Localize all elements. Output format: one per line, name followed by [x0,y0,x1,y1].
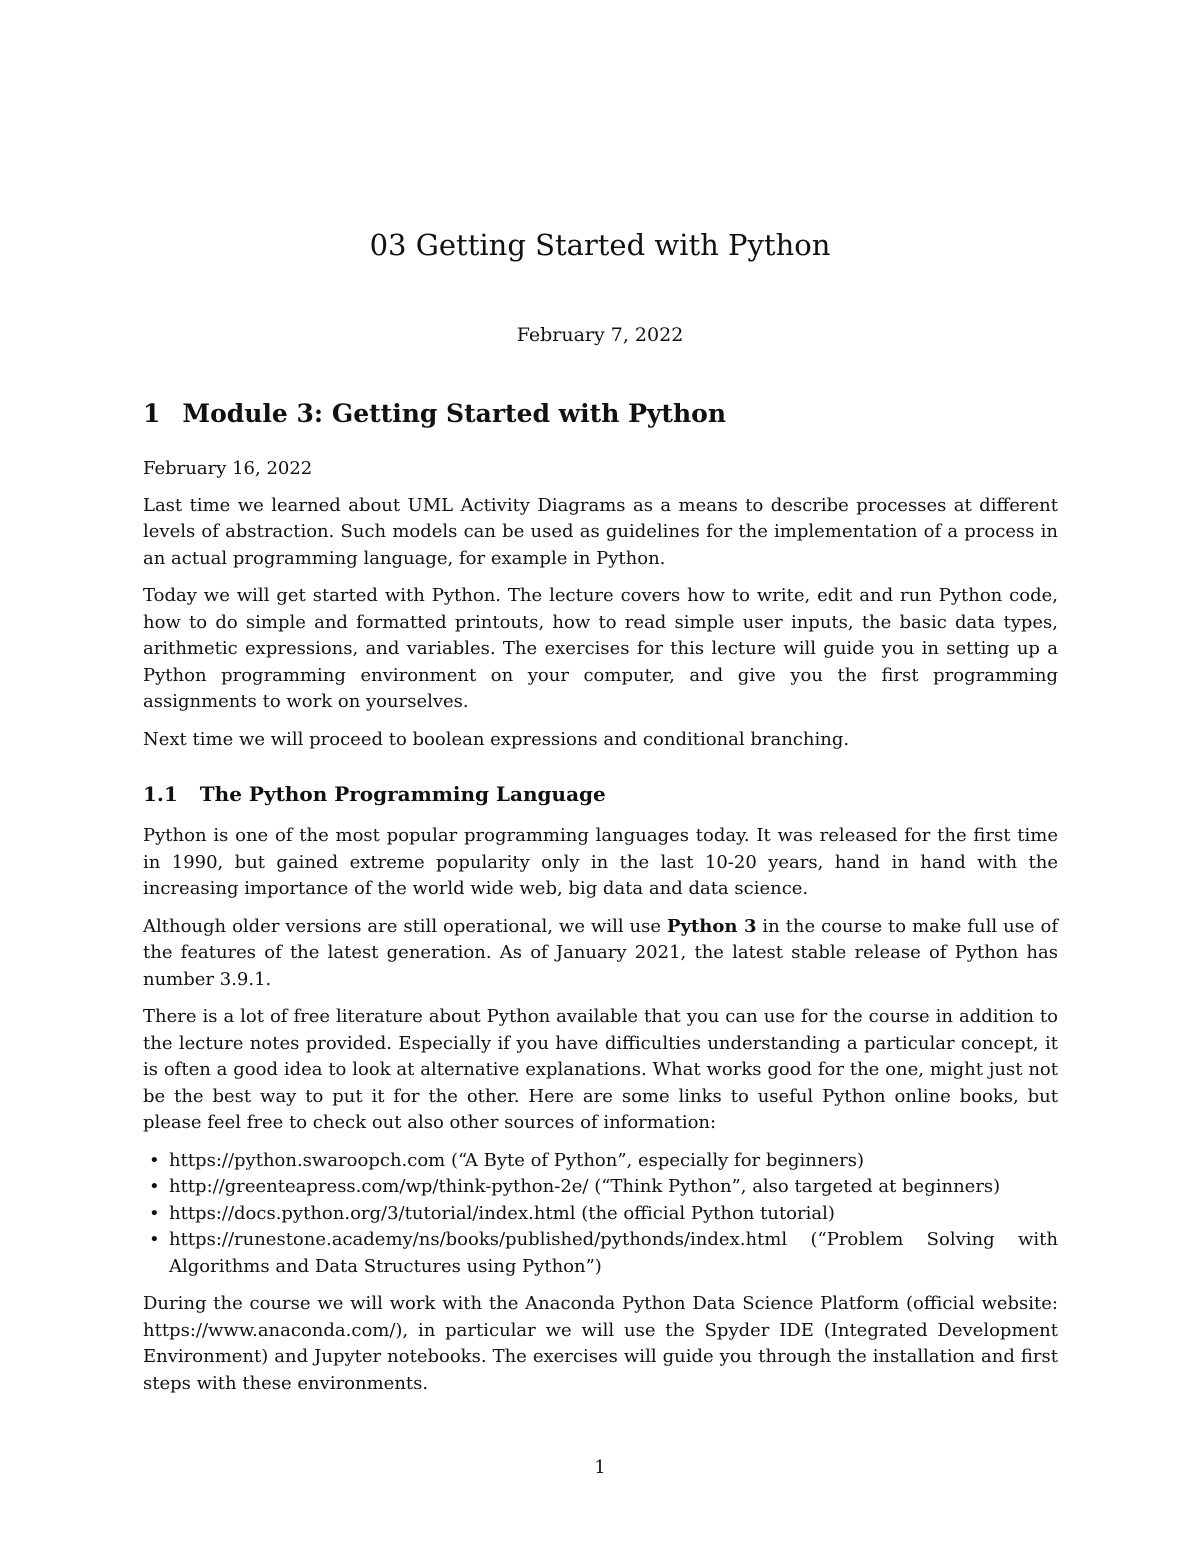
subsection-heading [143,779,1058,809]
section-date: February 16, 2022 [143,458,313,479]
list-item[interactable] [143,1201,1058,1228]
links-list [143,1148,1058,1281]
document-body [143,394,1058,1408]
link-text[interactable]: https://python.swaroopch.com (“A Byte of Python”, especially for beginners) [169,1149,865,1171]
paragraph-today: Today we will get started with Python. The lecture covers how to write, edit and run Python code, how to do simple and formatted printouts, how to read simple user inputs, the basic data types, arithmetic expressions, and variables. The exercises for this lecture will guide you in setting up a Python programming environment on your computer, and give you the first programming assignments to work on yourselves. [143,585,1058,712]
python-versions-text-start: Although older versions are still operational, we will use [143,915,667,937]
list-item[interactable] [143,1174,1058,1201]
paragraph-python-intro: Python is one of the most popular programming languages today. It was released for the first time in 1990, but gained extreme popularity only in the last 10-20 years, hand in hand with the increasing importance of the world wide web, big data and data science. [143,825,1058,899]
bullet-icon: • [149,1229,160,1250]
list-item[interactable] [143,1148,1058,1175]
document-date: February 7, 2022 [516,324,684,346]
section-heading [143,394,1058,434]
paragraph-python-versions [143,914,1058,994]
link-text[interactable]: https://docs.python.org/3/tutorial/index.html (the official Python tutorial) [169,1202,835,1224]
paragraph-next-time: Next time we will proceed to boolean expressions and conditional branching. [143,728,850,750]
list-item[interactable] [143,1227,1058,1280]
link-text[interactable]: http://greenteapress.com/wp/think-python-2e/ (“Think Python”, also targeted at beginners) [169,1176,1001,1197]
paragraph-literature: There is a lot of free literature about Python available that you can use for the course in addition to the lecture notes provided. Especially if you have difficulties understanding a particular concept, it is often a good idea to look at alternative explanations. What works good for the one, might just not be the best way to put it for the other. Here are some links to useful Python online books, but please feel free to check out also other sources of information: [143,1006,1058,1133]
subsection-title: The Python Programming Language [199,782,606,806]
subsection-number: 1.1 [143,782,178,806]
paragraph-last-time: Last time we learned about UML Activity Diagrams as a means to describe processes at different levels of abstraction. Such models can be used as guidelines for the implementation of a process in an actual programming language, for example in Python. [143,494,1058,569]
section-title: Module 3: Getting Started with Python [182,399,727,428]
link-text[interactable]: https://runestone.academy/ns/books/published/pythonds/index.html (“Problem Solving with Algorithms and Data Structures using Python”) [169,1229,1058,1277]
bullet-icon: • [149,1176,160,1197]
python-3-bold: Python 3 [666,915,757,937]
page-number: 1 [594,1457,606,1478]
section-number: 1 [143,399,161,428]
paragraph-anaconda: During the course we will work with the Anaconda Python Data Science Platform (official website: https://www.anaconda.com/), in particular we will use the Spyder IDE (Integrated Development Environment) and Jupyter notebooks. The exercises will guide you through the installation and first steps with these environments. [143,1293,1058,1394]
python-versions-text-end: in the course to make full use of the features of the latest generation. As of January 2021, the latest stable release of Python has number 3.9.1. [143,915,1058,990]
bullet-icon: • [149,1202,160,1224]
bullet-icon: • [149,1149,160,1171]
document-title: 03 Getting Started with Python [369,228,831,262]
